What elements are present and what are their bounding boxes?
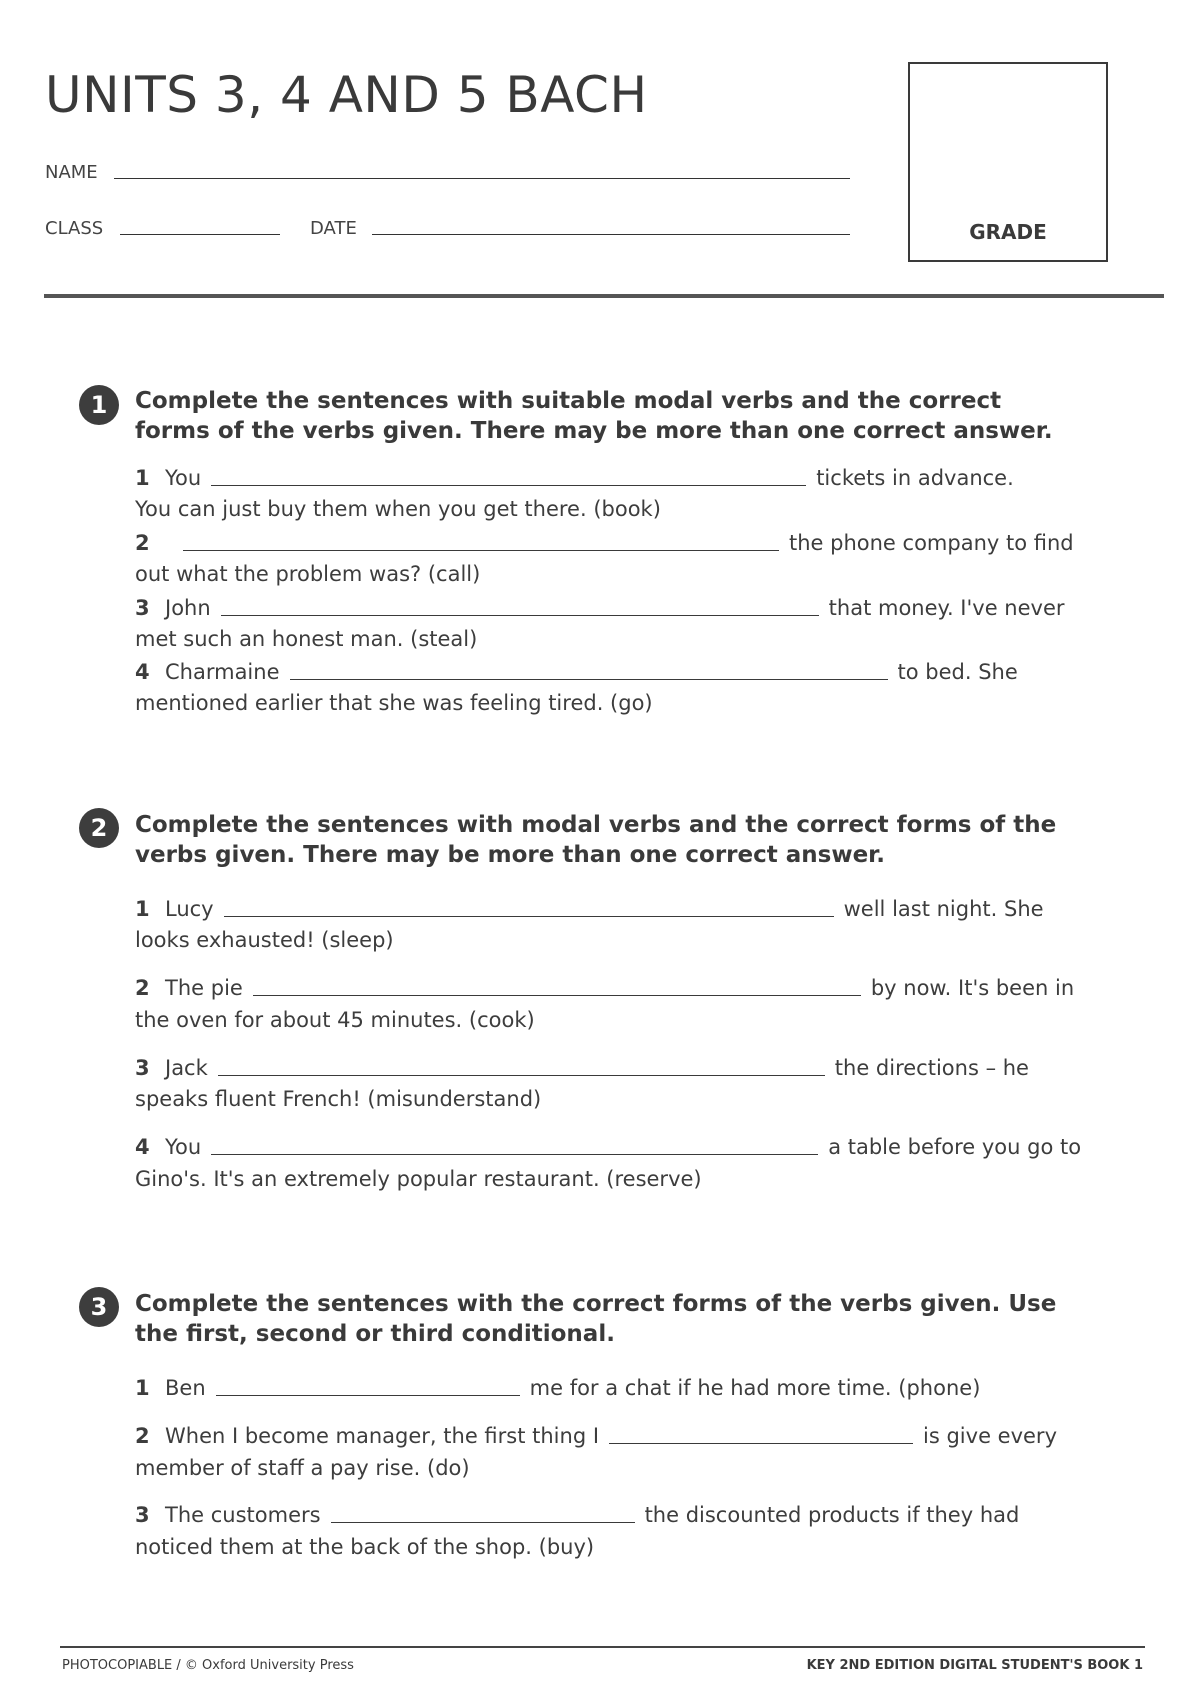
item-number: 4 [135,660,150,684]
exercise-item [135,976,1074,1000]
item-number: 2 [135,1424,150,1448]
item-continuation: mentioned earlier that she was feeling tired. (go) [135,691,653,715]
item-text-after: by now. It's been in [870,976,1075,1000]
exercise-instruction [135,810,1125,870]
item-number: 4 [135,1135,150,1159]
exercise-instruction [135,1289,1125,1349]
exercise-instruction [135,386,1125,446]
footer-copyright: PHOTOCOPIABLE / © Oxford University Press [62,1658,354,1673]
item-text-before: Lucy [165,897,214,921]
exercise-item [135,1056,1029,1080]
item-text-after: that money. I've never [828,596,1065,620]
item-text-after: well last night. She [843,897,1044,921]
answer-blank[interactable] [290,679,888,680]
item-continuation: looks exhausted! (sleep) [135,928,394,952]
exercise-item [135,596,1065,620]
item-text-before: Charmaine [165,660,280,684]
exercise-item [135,1376,980,1400]
answer-blank[interactable] [211,485,806,486]
exercise-item [135,1135,1081,1159]
item-number: 3 [135,1503,150,1527]
item-number: 2 [135,976,150,1000]
item-text-after: the phone company to find [789,531,1074,555]
exercise-item [135,660,1018,684]
instruction-line: forms of the verbs given. There may be more than one correct answer. [135,418,1053,444]
item-text-before: When I become manager, the first thing I [165,1424,600,1448]
item-continuation: Gino's. It's an extremely popular restaurant. (reserve) [135,1167,702,1191]
item-text-after: tickets in advance. [816,466,1014,490]
grade-box[interactable] [908,62,1108,262]
item-text-before: Ben [165,1376,206,1400]
item-continuation: member of staff a pay rise. (do) [135,1456,470,1480]
item-continuation: noticed them at the back of the shop. (buy) [135,1535,595,1559]
answer-blank[interactable] [609,1443,913,1444]
footer-divider [60,1646,1145,1648]
item-number: 1 [135,466,150,490]
instruction-line: verbs given. There may be more than one correct answer. [135,842,885,868]
class-label: CLASS [45,218,104,239]
item-text-after: is give every [923,1424,1057,1448]
item-text-after: to bed. She [897,660,1018,684]
answer-blank[interactable] [331,1522,635,1523]
exercise-item [135,897,1044,921]
item-text-after: the directions – he [834,1056,1029,1080]
item-number: 1 [135,897,150,921]
answer-blank[interactable] [221,615,819,616]
exercise-item [135,1503,1019,1527]
item-text-before: The customers [165,1503,321,1527]
answer-blank[interactable] [216,1395,520,1396]
answer-blank[interactable] [183,550,779,551]
item-continuation: out what the problem was? (call) [135,562,481,586]
grade-label: GRADE [969,220,1047,244]
item-text-after: a table before you go to [828,1135,1082,1159]
item-number: 3 [135,596,150,620]
exercise-item [135,531,1074,555]
answer-blank[interactable] [224,916,834,917]
name-label: NAME [45,162,98,183]
item-text-before: You [165,1135,202,1159]
answer-blank[interactable] [211,1154,818,1155]
exercise-number-badge: 1 [79,385,119,425]
item-number: 3 [135,1056,150,1080]
item-text-before: Jack [165,1056,208,1080]
item-text-after: the discounted products if they had [644,1503,1020,1527]
exercise-item [135,1424,1057,1448]
exercise-item [135,466,1014,490]
name-field[interactable] [114,178,850,179]
item-continuation: the oven for about 45 minutes. (cook) [135,1008,535,1032]
answer-blank[interactable] [253,995,861,996]
header-divider [44,294,1164,298]
date-label: DATE [310,218,357,239]
date-field[interactable] [372,234,850,235]
answer-blank[interactable] [218,1075,825,1076]
item-continuation: met such an honest man. (steal) [135,627,478,651]
footer-book-title: KEY 2ND EDITION DIGITAL STUDENT'S BOOK 1 [806,1658,1143,1673]
item-number: 2 [135,531,150,555]
item-text-before: The pie [165,976,243,1000]
exercise-number-badge: 2 [79,808,119,848]
instruction-line: Complete the sentences with modal verbs and the correct forms of the [135,812,1057,838]
item-continuation: speaks fluent French! (misunderstand) [135,1087,542,1111]
exercise-number-badge: 3 [79,1287,119,1327]
item-number: 1 [135,1376,150,1400]
item-text-before: You [165,466,202,490]
item-text-before: John [165,596,211,620]
page-title: UNITS 3, 4 AND 5 BACH [45,66,648,124]
item-continuation: You can just buy them when you get there. (book) [135,497,661,521]
instruction-line: Complete the sentences with suitable modal verbs and the correct [135,388,1002,414]
instruction-line: Complete the sentences with the correct forms of the verbs given. Use [135,1291,1057,1317]
class-field[interactable] [120,234,280,235]
item-text-after: me for a chat if he had more time. (phone) [529,1376,981,1400]
instruction-line: the first, second or third conditional. [135,1321,615,1347]
